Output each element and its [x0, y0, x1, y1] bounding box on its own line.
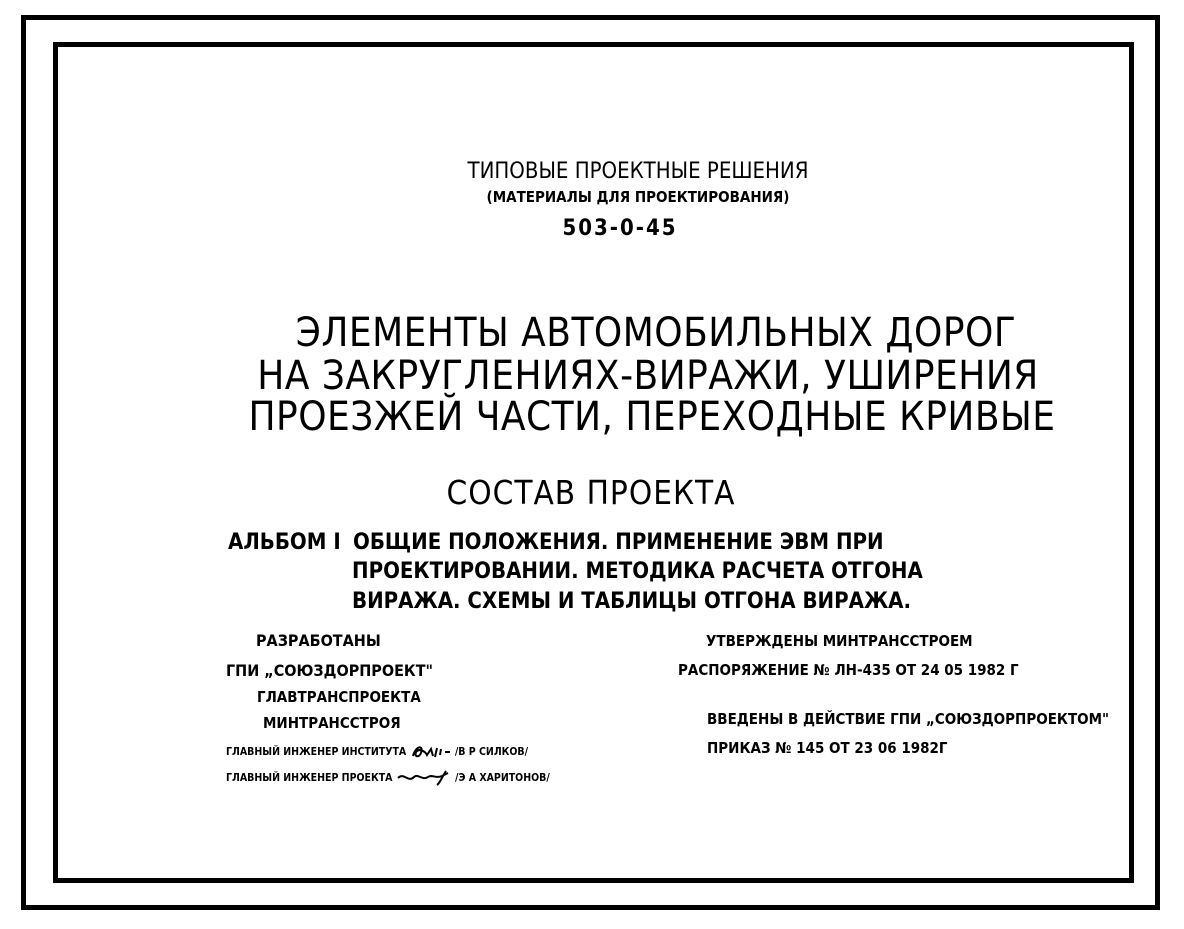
handwritten-signature-icon — [396, 769, 452, 787]
signature-role: ГЛАВНЫЙ ИНЖЕНЕР ИНСТИТУТА — [226, 746, 407, 758]
signature-role: ГЛАВНЫЙ ИНЖЕНЕР ПРОЕКТА — [226, 772, 393, 784]
developer-ministry: МИНТРАНССТРОЯ — [263, 714, 401, 732]
album-description-line-2: ПРОЕКТИРОВАНИИ. МЕТОДИКА РАСЧЕТА ОТГОНА — [352, 559, 923, 584]
developer-org: ГПИ „СОЮЗДОРПРОЕКТ" — [226, 661, 434, 680]
enactment-decree: ПРИКАЗ № 145 ОТ 23 06 1982Г — [707, 739, 948, 757]
series-code: 503-0-45 — [562, 216, 678, 241]
signature-name: /Э А ХАРИТОНОВ/ — [455, 772, 550, 784]
series-title: ТИПОВЫЕ ПРОЕКТНЫЕ РЕШЕНИЯ — [467, 159, 809, 184]
album-description-line-1: ОБЩИЕ ПОЛОЖЕНИЯ. ПРИМЕНЕНИЕ ЭВМ ПРИ — [353, 530, 884, 555]
enacted-by: ВВЕДЕНЫ В ДЕЙСТВИЕ ГПИ „СОЮЗДОРПРОЕКТОМ" — [707, 710, 1110, 728]
signature-name: /В Р СИЛКОВ/ — [454, 746, 529, 758]
section-heading: СОСТАВ ПРОЕКТА — [446, 473, 736, 512]
handwritten-signature-icon — [410, 743, 452, 761]
album-description-line-3: ВИРАЖА. СХЕМЫ И ТАБЛИЦЫ ОТГОНА ВИРАЖА. — [352, 589, 912, 614]
signature-line-chief-engineer-institute — [226, 743, 528, 761]
main-title-line-2: НА ЗАКРУГЛЕНИЯХ-ВИРАЖИ, УШИРЕНИЯ — [257, 353, 1039, 399]
main-title-line-1: ЭЛЕМЕНТЫ АВТОМОБИЛЬНЫХ ДОРОГ — [295, 310, 1017, 356]
main-title-line-3: ПРОЕЗЖЕЙ ЧАСТИ, ПЕРЕХОДНЫЕ КРИВЫЕ — [248, 394, 1056, 440]
developer-parent-org: ГЛАВТРАНСПРОЕКТА — [257, 688, 421, 706]
approved-by: УТВЕРЖДЕНЫ МИНТРАНССТРОЕМ — [706, 632, 973, 650]
developed-label: РАЗРАБОТАНЫ — [256, 631, 381, 650]
series-subtitle: (МАТЕРИАЛЫ ДЛЯ ПРОЕКТИРОВАНИЯ) — [486, 188, 790, 206]
album-label: АЛЬБОМ I — [228, 530, 341, 555]
signature-line-chief-engineer-project — [226, 769, 550, 787]
approval-order: РАСПОРЯЖЕНИЕ № ЛН-435 ОТ 24 05 1982 Г — [678, 661, 1019, 679]
